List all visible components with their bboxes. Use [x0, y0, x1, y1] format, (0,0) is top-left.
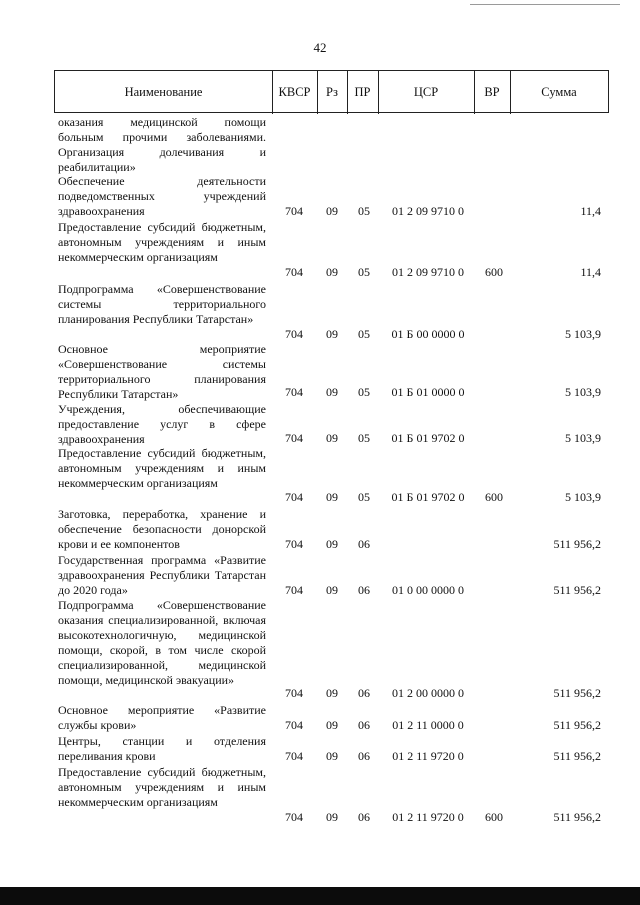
row-name: Предоставление субсидий бюджетным, автономным учреждениям и иным некоммерческим организациям [58, 765, 266, 809]
row-name: оказания медицинской помощи больным прочими заболеваниями. Организация долечивания и реабилитации» [58, 115, 266, 174]
header-kvsr: КВСР [278, 85, 311, 99]
row-csr: 01 2 00 0000 0 [392, 686, 464, 700]
row-csr: 01 2 11 9720 0 [392, 810, 464, 824]
header-rz: Рз [326, 85, 338, 99]
row-pr: 06 [358, 810, 370, 824]
row-kvsr: 704 [285, 385, 303, 399]
row-csr: 01 2 11 0000 0 [392, 718, 464, 732]
row-csr: 01 0 00 0000 0 [392, 583, 464, 597]
row-name: Предоставление субсидий бюджетным, автономным учреждениям и иным некоммерческим организациям [58, 446, 266, 490]
row-kvsr: 704 [285, 749, 303, 763]
header-vr: ВР [484, 85, 500, 99]
row-rz: 09 [326, 718, 338, 732]
row-kvsr: 704 [285, 204, 303, 218]
row-vr: 600 [485, 810, 503, 824]
row-name: Подпрограмма «Совершенствование системы территориального планирования Республики Татарстан» [58, 282, 266, 326]
row-sum: 5 103,9 [565, 490, 601, 504]
row-sum: 5 103,9 [565, 327, 601, 341]
row-rz: 09 [326, 686, 338, 700]
row-rz: 09 [326, 327, 338, 341]
row-name: Учреждения, обеспечивающие предоставление услуг в сфере здравоохранения [58, 402, 266, 446]
row-pr: 05 [358, 385, 370, 399]
row-kvsr: 704 [285, 537, 303, 551]
row-kvsr: 704 [285, 265, 303, 279]
row-kvsr: 704 [285, 686, 303, 700]
row-name: Государственная программа «Развитие здравоохранения Республики Татарстан до 2020 года» [58, 553, 266, 597]
page-number: 42 [313, 40, 327, 55]
row-sum: 511 956,2 [553, 686, 601, 700]
row-csr: 01 Б 01 9702 0 [391, 431, 465, 445]
row-pr: 05 [358, 204, 370, 218]
row-csr: 01 2 09 9710 0 [392, 204, 464, 218]
row-csr: 01 Б 01 9702 0 [391, 490, 465, 504]
row-sum: 11,4 [580, 265, 601, 279]
row-pr: 05 [358, 265, 370, 279]
row-name: Обеспечение деятельности подведомственных учреждений здравоохранения [58, 174, 266, 218]
row-rz: 09 [326, 385, 338, 399]
row-sum: 511 956,2 [553, 810, 601, 824]
row-pr: 06 [358, 749, 370, 763]
row-kvsr: 704 [285, 718, 303, 732]
row-pr: 06 [358, 718, 370, 732]
row-kvsr: 704 [285, 490, 303, 504]
row-csr: 01 2 11 9720 0 [392, 749, 464, 763]
header-pr: ПР [354, 85, 371, 99]
row-sum: 11,4 [580, 204, 601, 218]
row-vr: 600 [485, 490, 503, 504]
row-name: Подпрограмма «Совершенствование оказания специализированной, включая высокотехнологичную, медицинской помощи, скорой, в том числе скорой специализированной, медицинской помощи, медицинской эвакуации» [58, 598, 266, 687]
row-pr: 06 [358, 583, 370, 597]
header-csr: ЦСР [413, 85, 439, 99]
scan-edge-bar [0, 887, 640, 905]
row-pr: 05 [358, 327, 370, 341]
row-rz: 09 [326, 749, 338, 763]
row-kvsr: 704 [285, 327, 303, 341]
row-sum: 511 956,2 [553, 583, 601, 597]
row-csr: 01 Б 01 0000 0 [391, 385, 465, 399]
row-rz: 09 [326, 583, 338, 597]
row-pr: 06 [358, 537, 370, 551]
row-name: Центры, станции и отделения переливания крови [58, 734, 266, 763]
header-name: Наименование [124, 85, 203, 99]
row-sum: 511 956,2 [553, 718, 601, 732]
row-rz: 09 [326, 810, 338, 824]
row-vr: 600 [485, 265, 503, 279]
header-sum: Сумма [541, 85, 577, 99]
row-name: Предоставление субсидий бюджетным, автономным учреждениям и иным некоммерческим организациям [58, 220, 266, 264]
row-csr: 01 Б 00 0000 0 [391, 327, 465, 341]
row-csr: 01 2 09 9710 0 [392, 265, 464, 279]
row-name: Заготовка, переработка, хранение и обеспечение безопасности донорской крови и ее компонентов [58, 507, 266, 551]
row-sum: 5 103,9 [565, 431, 601, 445]
row-rz: 09 [326, 537, 338, 551]
row-sum: 5 103,9 [565, 385, 601, 399]
row-kvsr: 704 [285, 583, 303, 597]
row-kvsr: 704 [285, 431, 303, 445]
row-pr: 05 [358, 490, 370, 504]
row-pr: 05 [358, 431, 370, 445]
row-name: Основное мероприятие «Совершенствование системы территориального планирования Республики Татарстан» [58, 342, 266, 401]
row-pr: 06 [358, 686, 370, 700]
row-rz: 09 [326, 431, 338, 445]
row-sum: 511 956,2 [553, 749, 601, 763]
row-kvsr: 704 [285, 810, 303, 824]
row-rz: 09 [326, 265, 338, 279]
row-name: Основное мероприятие «Развитие службы крови» [58, 703, 266, 732]
row-rz: 09 [326, 204, 338, 218]
row-sum: 511 956,2 [553, 537, 601, 551]
row-rz: 09 [326, 490, 338, 504]
